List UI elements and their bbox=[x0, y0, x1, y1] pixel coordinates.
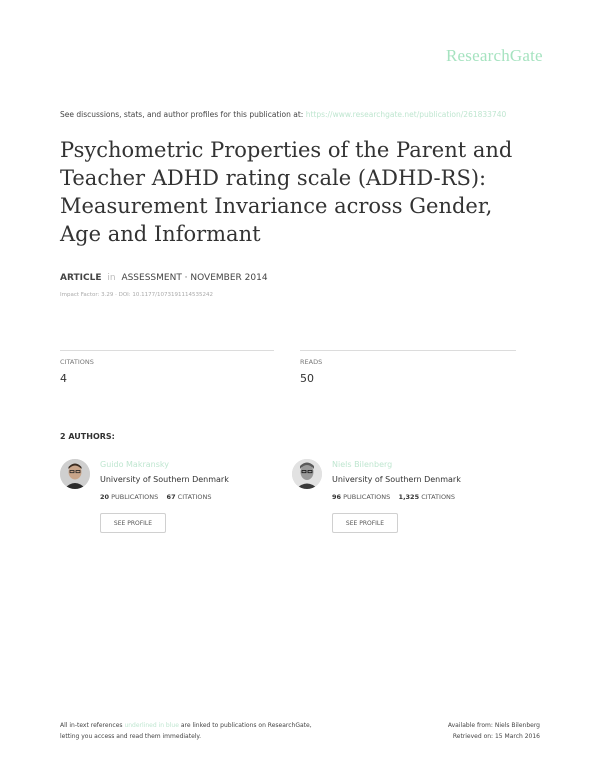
reads-label: READS bbox=[300, 358, 323, 366]
journal-date: ASSESSMENT · NOVEMBER 2014 bbox=[121, 273, 268, 283]
publication-title: Psychometric Properties of the Parent and Teacher ADHD rating scale (ADHD-RS): Measurement Invariance across Gender, Age and Informant bbox=[60, 138, 513, 246]
citations-label: CITATIONS bbox=[60, 358, 94, 366]
publication-url-link[interactable]: https://www.researchgate.net/publication/261833740 bbox=[305, 110, 507, 119]
publications-count: 96 bbox=[332, 493, 342, 501]
discussions-line bbox=[60, 110, 506, 119]
footer-availability bbox=[380, 720, 540, 742]
impact-factor-doi: Impact Factor: 3.29 · DOI: 10.1177/1073191114535242 bbox=[60, 292, 213, 298]
author-avatar[interactable] bbox=[292, 459, 322, 489]
footer-text: All in-text references bbox=[60, 722, 123, 729]
footer-note bbox=[60, 720, 312, 742]
see-profile-button[interactable]: SEE PROFILE bbox=[332, 513, 398, 533]
author-stats bbox=[332, 493, 455, 501]
underlined-link[interactable]: underlined in blue bbox=[124, 722, 179, 729]
citations-label: CITATIONS bbox=[421, 493, 456, 501]
publications-label: PUBLICATIONS bbox=[343, 493, 391, 501]
available-from: Available from: Niels Bilenberg bbox=[447, 722, 540, 729]
see-profile-button[interactable]: SEE PROFILE bbox=[100, 513, 166, 533]
researchgate-logo[interactable]: ResearchGate bbox=[446, 46, 543, 65]
author-institution: University of Southern Denmark bbox=[332, 475, 461, 484]
author-avatar[interactable] bbox=[60, 459, 90, 489]
publications-count: 20 bbox=[100, 493, 110, 501]
person-photo-icon bbox=[60, 459, 90, 489]
authors-heading: 2 AUTHORS: bbox=[60, 432, 115, 441]
citations-count: 1,325 bbox=[398, 493, 420, 501]
publication-meta bbox=[60, 273, 268, 283]
discussions-text: See discussions, stats, and author profiles for this publication at: bbox=[60, 110, 304, 119]
author-stats bbox=[100, 493, 212, 501]
divider bbox=[60, 350, 274, 351]
footer-text: are linked to publications on ResearchGate, bbox=[180, 722, 312, 729]
publication-type: ARTICLE bbox=[60, 273, 102, 283]
author-name-link[interactable]: Niels Bilenberg bbox=[332, 460, 393, 469]
in-label: in bbox=[107, 273, 116, 283]
citations-value: 4 bbox=[60, 372, 67, 385]
citations-label: CITATIONS bbox=[177, 493, 212, 501]
author-institution: University of Southern Denmark bbox=[100, 475, 229, 484]
footer-line-1 bbox=[60, 720, 312, 731]
reads-value: 50 bbox=[300, 372, 314, 385]
retrieved-on: Retrieved on: 15 March 2016 bbox=[452, 733, 540, 740]
person-photo-icon bbox=[292, 459, 322, 489]
author-name-link[interactable]: Guido Makransky bbox=[100, 460, 169, 469]
publications-label: PUBLICATIONS bbox=[111, 493, 159, 501]
divider bbox=[300, 350, 516, 351]
footer-line-2: letting you access and read them immediately. bbox=[60, 733, 202, 740]
citations-count: 67 bbox=[166, 493, 176, 501]
